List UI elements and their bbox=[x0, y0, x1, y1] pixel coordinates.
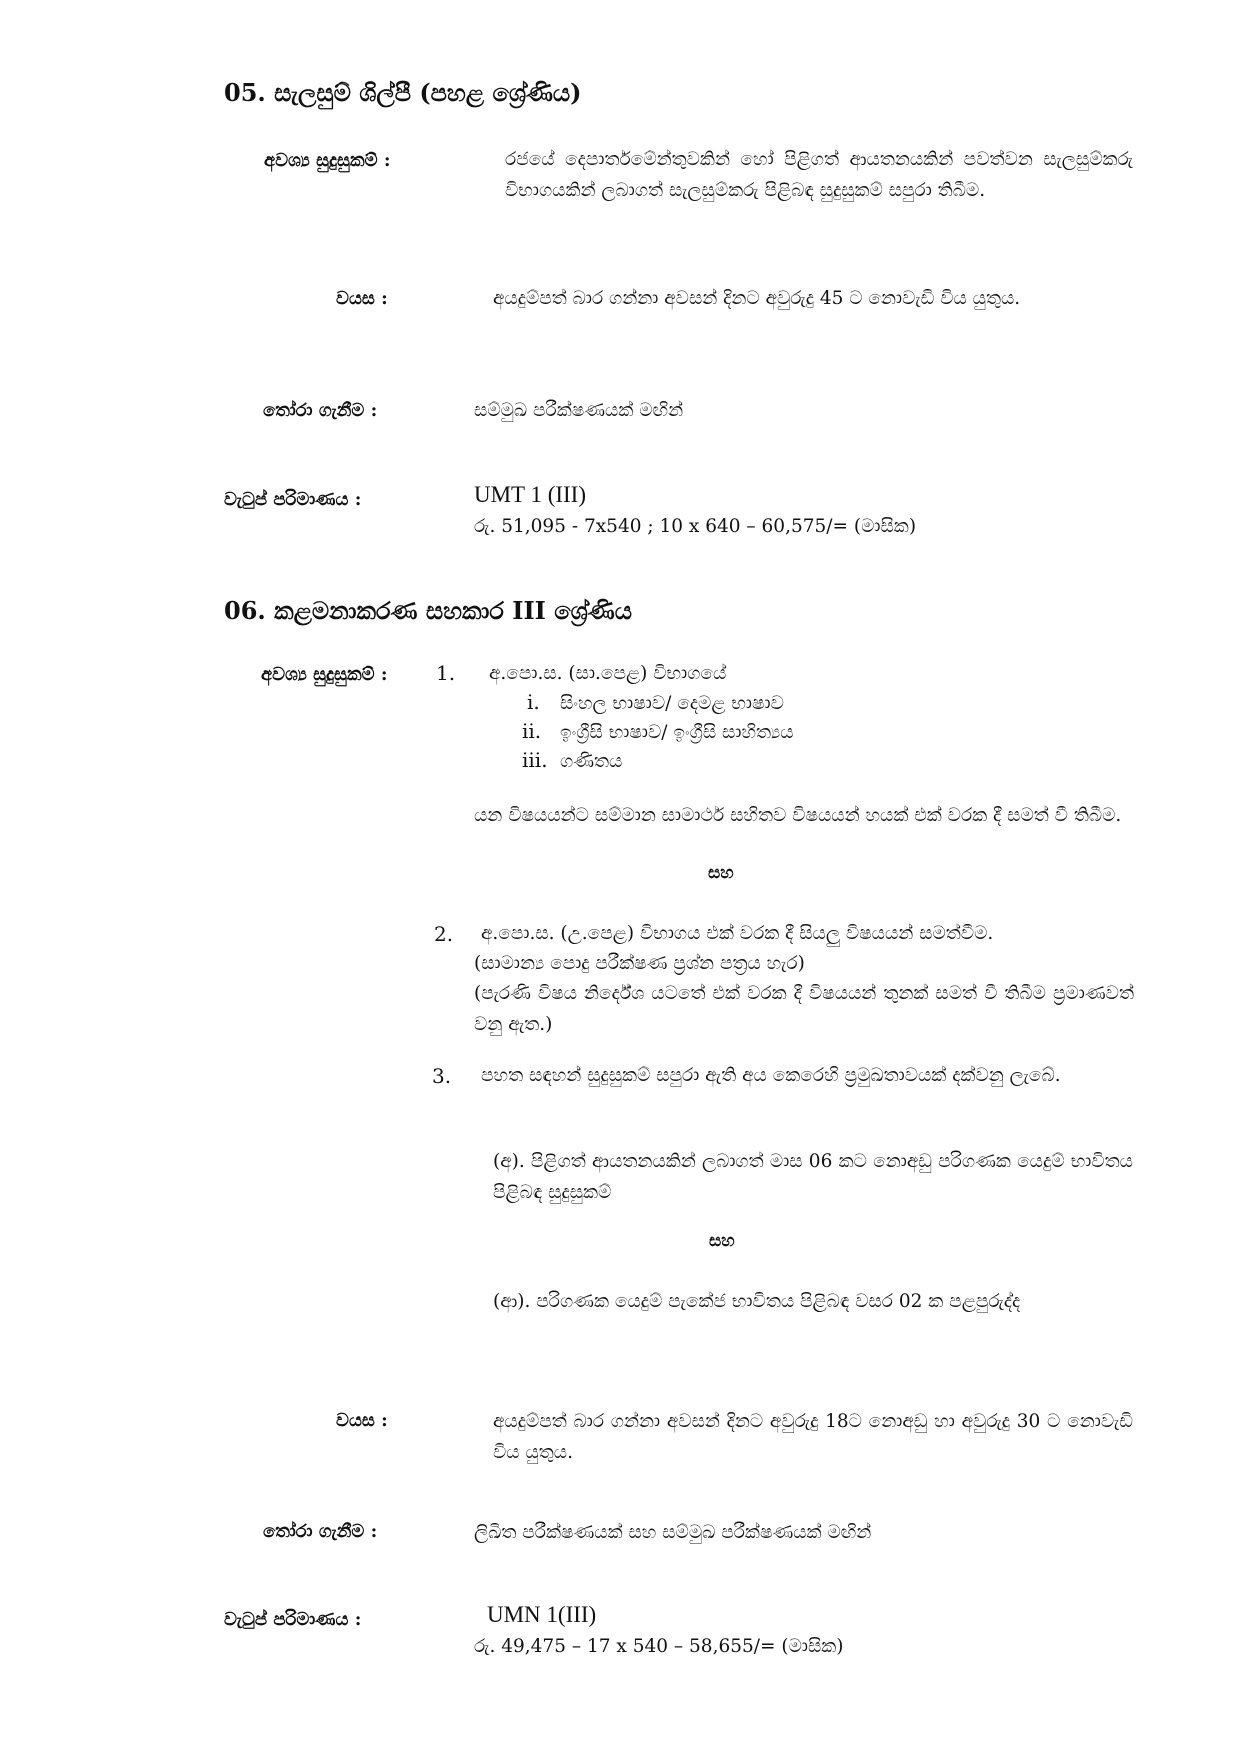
s06-q3-text: පහත සඳහන් සුදුසුකම් සපුරා ඇති අය කෙරෙහි ප්‍රමුඛතාවයක් දක්වනු ලැබේ. bbox=[481, 1065, 1061, 1086]
s06-salary-label: වැටුප් පරිමාණය : bbox=[224, 1609, 362, 1630]
s06-and-2: සහ bbox=[709, 1231, 735, 1251]
s06-q3-number: 3. bbox=[432, 1064, 452, 1088]
s06-q2-note-2: (පැරණි විෂය නිර්දේශ යටතේ එක් වරක දී විෂයයන් තුනක් සමත් වී තිබීම ප්‍රමාණවත් වනු ඇත.) bbox=[474, 983, 1134, 1035]
s06-requirements-label: අවශ්‍ය සුදුසුකම් : bbox=[261, 664, 388, 685]
s06-q3b-text: (ආ). පරිගණක යෙදුම් පැකේජ භාවිතය පිළිබඳ වසර 02 ක පළපුරුද්ද bbox=[493, 1291, 1021, 1312]
s05-salary-label: වැටුප් පරිමාණය : bbox=[224, 489, 362, 510]
section-05-heading: 05. සැලසුම් ශිල්පී (පහළ ශ්‍රේණිය) bbox=[224, 78, 582, 107]
s05-requirements-label: අවශ්‍ය සුදුසුකම් : bbox=[264, 150, 391, 171]
s06-selection-label: තෝරා ගැනීම : bbox=[263, 1521, 378, 1542]
s05-age-text: අයදුම්පත් බාර ගන්නා අවසන් දිනට අවුරුදු 45 ට නොවැඩි විය යුතුය. bbox=[493, 288, 1021, 309]
s06-selection-text: ලිඛිත පරීක්ෂණයක් සහ සම්මුඛ පරීක්ෂණයක් මඟින් bbox=[474, 1522, 872, 1543]
s06-q1-text: අ.පො.ස. (සා.පෙළ) විභාගයේ bbox=[489, 663, 727, 684]
s06-salary-scale: රු. 49,475 – 17 x 540 – 58,655/= (මාසික) bbox=[474, 1636, 844, 1657]
s05-salary-scale: රු. 51,095 - 7x540 ; 10 x 640 – 60,575/= (මාසික) bbox=[474, 516, 917, 537]
s05-selection-label: තෝරා ගැනීම : bbox=[263, 400, 378, 421]
s06-q1-item-2-number: ii. bbox=[522, 719, 542, 743]
s06-q1-item-1-text: සිංහල භාෂාව/ දෙමළ භාෂාව bbox=[560, 693, 784, 714]
s05-requirements-text: රජයේ දෙපාර්තමේන්තුවකින් හෝ පිළිගත් ආයතනයකින් පවත්වන සැලසුම්කරු විභාගයකින් ලබාගත් සැලසුම්කරු පිළිබඳ සුදුසුකම් සපුරා තිබීම. bbox=[505, 149, 1133, 201]
section-06-heading: 06. කළමනාකරණ සහකාර III ශ්‍රේණිය bbox=[224, 596, 632, 625]
s06-q1-item-3-number: iii. bbox=[522, 748, 548, 772]
s06-q2-text: අ.පො.ස. (උ.පෙළ) විභාගය එක් වරක දී සියලු විෂයයන් සමත්වීම. bbox=[481, 923, 994, 944]
s06-and-1: සහ bbox=[708, 863, 734, 883]
s06-age-label: වයස : bbox=[336, 1410, 388, 1431]
s05-salary-code: UMT 1 (III) bbox=[474, 482, 586, 507]
s06-q1-number: 1. bbox=[436, 661, 456, 685]
s06-q1-item-2-text: ඉංග්‍රීසි භාෂාව/ ඉංග්‍රීසි සාහිත්‍යය bbox=[560, 722, 794, 743]
s06-q1-tail-text: යන විෂයයන්ට සම්මාන සාමාර්ථ සහිතව විෂයයන් හයක් එක් වරක දී සමත් වී තිබීම. bbox=[474, 805, 1122, 826]
s06-salary-code: UMN 1(III) bbox=[487, 1602, 597, 1627]
s06-q1-item-1-number: i. bbox=[527, 690, 540, 714]
s05-age-label: වයස : bbox=[336, 288, 388, 309]
s06-q3a-text: (අ). පිළිගත් ආයතනයකින් ලබාගත් මාස 06 කට නොඅඩු පරිගණක යෙදුම් භාවිතය පිළිබඳ සුදුසුකම් bbox=[493, 1151, 1133, 1203]
s06-q1-item-3-text: ගණිතය bbox=[560, 751, 623, 772]
s06-q2-note-1: (සාමාන්‍ය පොදු පරීක්ෂණ ප්‍රශ්න පත්‍රය හැර) bbox=[474, 953, 805, 974]
s06-q2-number: 2. bbox=[434, 922, 454, 946]
s06-age-text: අයදුම්පත් බාර ගන්නා අවසන් දිනට අවුරුදු 18ට නොඅඩු හා අවුරුදු 30 ට නොවැඩි විය යුතුය. bbox=[493, 1411, 1133, 1463]
s05-selection-text: සම්මුඛ පරීක්ෂණයක් මඟින් bbox=[474, 400, 684, 421]
